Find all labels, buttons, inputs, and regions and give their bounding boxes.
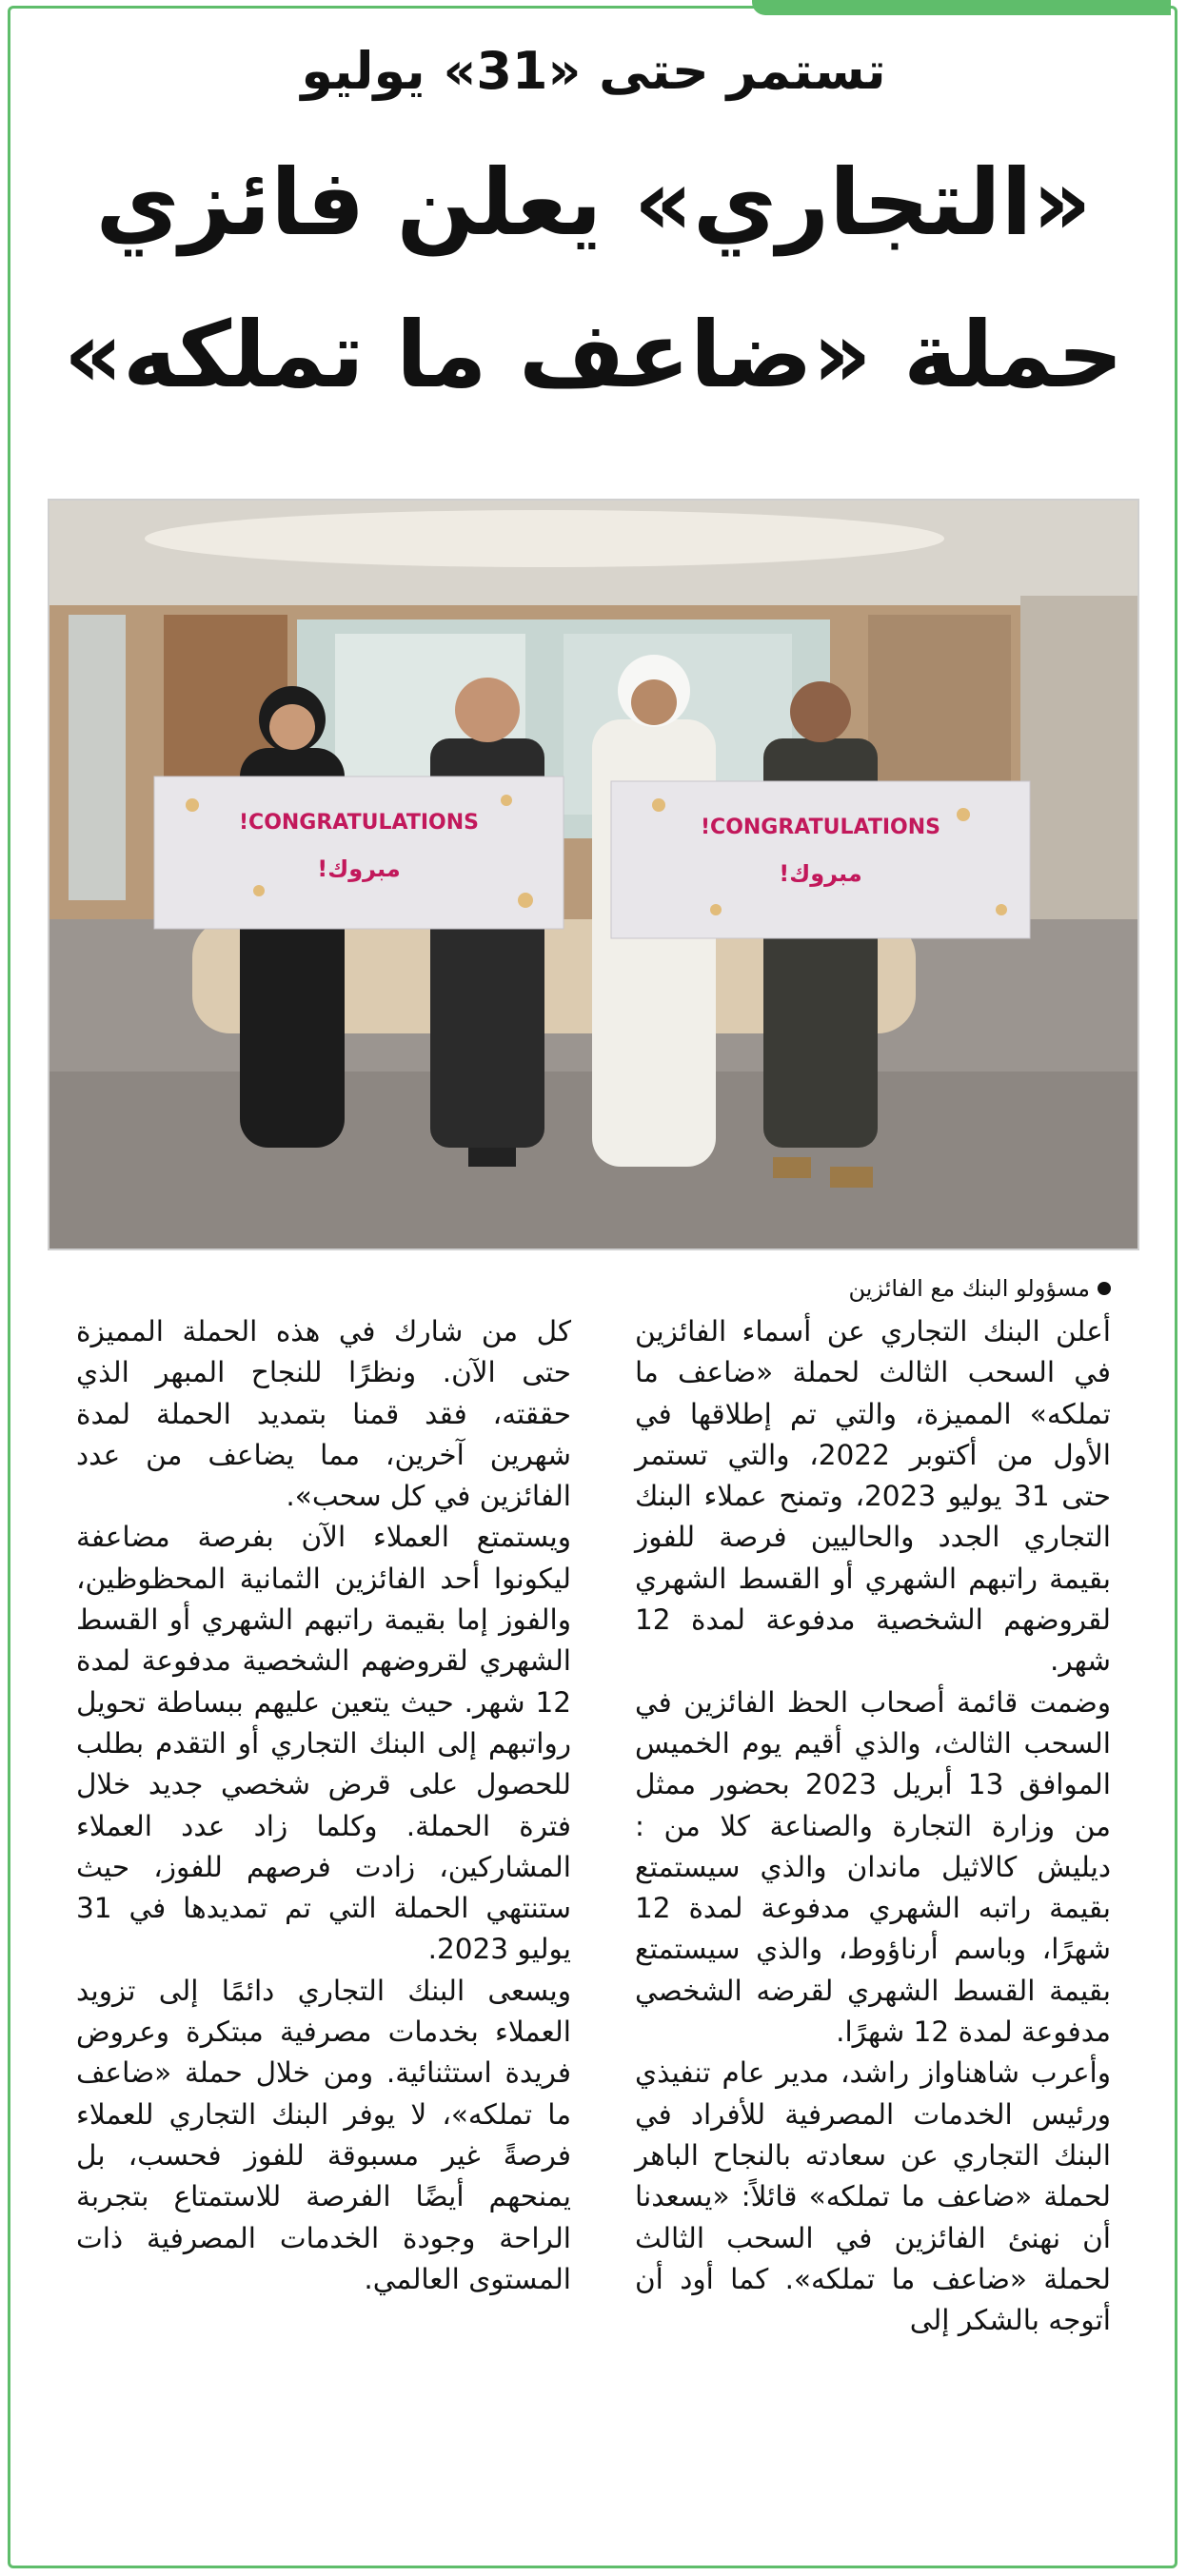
board-2-arabic: مبروك!: [779, 860, 862, 887]
paragraph: ويسعى البنك التجاري دائمًا إلى تزويد العملاء بخدمات مصرفية مبتكرة وعروض فريدة استثنائية. ومن خلال حملة «ضاعف ما تملكه»، لا يوفر البنك التجاري للعملاء فرصةً غير مسبوقة للفوز فحسب، بل يمنحهم أيضًا الفرصة للاستمتاع بتجربة الراحة وجودة الخدمات المصرفية ذات المستوى العالمي.: [76, 1974, 571, 2295]
bullet-icon: [1098, 1282, 1111, 1295]
board-2-title: CONGRATULATIONS!: [701, 816, 940, 839]
text-column-left: [76, 1311, 571, 2300]
paragraph: ويستمتع العملاء الآن بفرصة مضاعفة ليكونوا أحد الفائزين الثمانية المحظوظين، والفوز إما بقيمة راتبهم الشهري أو القسط الشهري لقروضهم الشخصية مدفوعة لمدة 12 شهر. حيث يتعين عليهم ببساطة تحويل رواتبهم إلى البنك التجاري أو التقدم بطلب للحصول على قرض شخصي جديد خلال فترة الحملة. وكلما زاد عدد العملاء المشاركين، زادت فرصهم للفوز، حيث ستنتهي الحملة التي تم تمديدها في 31 يوليو 2023.: [76, 1521, 571, 1966]
article-photo: [48, 499, 1139, 1250]
paragraph: كل من شارك في هذه الحملة المميزة حتى الآن. ونظرًا للنجاح المبهر الذي حققته، فقد قمنا بتمديد الحملة لمدة شهرين آخرين، مما يضاعف من عدد الفائزين في كل سحب».: [76, 1315, 571, 1513]
photo-caption: [849, 1271, 1111, 1306]
board-1-title: CONGRATULATIONS!: [239, 811, 479, 835]
section-tab: [752, 0, 1171, 15]
article-kicker: تستمر حتى «31» يوليو: [301, 41, 886, 101]
board-1-arabic: مبروك!: [317, 855, 401, 882]
headline-line-1: «التجاري» يعلن فائزي: [95, 149, 1092, 256]
photo-caption-text: مسؤولو البنك مع الفائزين: [848, 1275, 1090, 1302]
headline-line-2: حملة «ضاعف ما تملكه»: [63, 302, 1124, 408]
paragraph: وضمت قائمة أصحاب الحظ الفائزين في السحب الثالث، والذي أقيم يوم الخميس الموافق 13 أبريل 2023 بحضور ممثل من وزارة التجارة والصناعة كلا من : ديليش كالاثيل ماندان والذي سيستمتع بقيمة راتبه الشهري مدفوعة لمدة 12 شهرًا، وباسم أرناؤوط، والذي سيستمتع بقيمة القسط الشهري لقرضه الشخصي مدفوعة لمدة 12 شهرًا.: [635, 1685, 1111, 2049]
paragraph: أعلن البنك التجاري عن أسماء الفائزين في السحب الثالث لحملة «ضاعف ما تملكه» المميزة، والتي تم إطلاقها في الأول من أكتوبر 2022، والتي تستمر حتى 31 يوليو 2023، وتمنح عملاء البنك التجاري الجدد والحاليين فرصة للفوز بقيمة راتبهم الشهري أو القسط الشهري لقروضهم الشخصية مدفوعة لمدة 12 شهر.: [635, 1315, 1112, 1678]
text-column-right: [635, 1311, 1111, 2341]
paragraph: وأعرب شاهناواز راشد، مدير عام تنفيذي ورئيس الخدمات المصرفية للأفراد في البنك التجاري عن سعادته بالنجاح الباهر لحملة «ضاعف ما تملكه» قائلاً: «يسعدنا أن نهنئ الفائزين في السحب الثالث لحملة «ضاعف ما تملكه». كما أود أن أتوجه بالشكر إلى: [635, 2056, 1111, 2337]
